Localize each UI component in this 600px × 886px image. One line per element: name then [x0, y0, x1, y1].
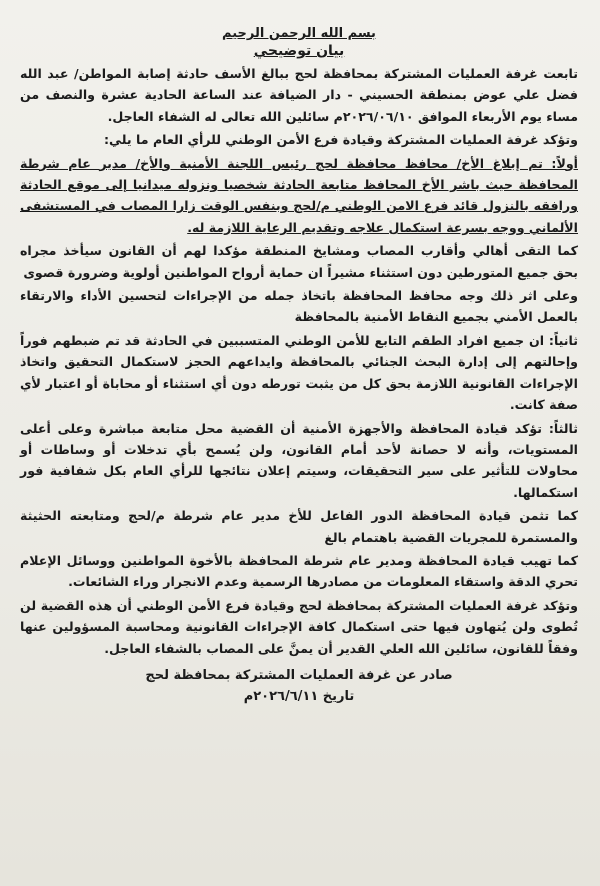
appreciation-paragraph: كما تثمن قيادة المحافظة الدور الفاعل للأخ مدير عام شرطة م/لحج ومتابعته الحثيثة والمستمرة للمجريات القضية باهتمام بالغ	[20, 508, 578, 545]
issuer-line: صادر عن غرفة العمليات المشتركة بمحافظة لحج	[145, 667, 453, 683]
appeal-paragraph: كما تهيب قيادة المحافظة ومدير عام شرطة المحافظة بالأخوة المواطنين ووسائل الإعلام تحري الدقة واستقاء المعلومات من مصادرها الرسمية وعدم الانجرار وراء الشائعات.	[20, 552, 578, 590]
statement-body	[20, 63, 578, 659]
intro-paragraph: تابعت غرفة العمليات المشتركة بمحافظة لحج ببالغ الأسف حادثة إصابة المواطن/ عبد الله فضل علي عوض بمنطقة الحسيني - دار الضيافة عند الساعة الحادية عشرة والنصف من مساء يوم الأربعاء الموافق ٢٠٢٦/٠٦/١٠م سائلين الله تعالى له الشفاء العاجل.	[20, 66, 578, 124]
statement-footer	[20, 665, 578, 707]
meeting-paragraph: كما التقى أهالي وأقارب المصاب ومشايخ المنطقة مؤكدا لهم أن القانون سيأخذ مجراه بحق جميع المتورطين دون استثناء مشيراً ان حماية أرواح المواطنين أولوية وضرورة قصوى	[20, 243, 578, 280]
point-one-paragraph: أولاً: تم إبلاغ الأخ/ محافظ محافظة لحج رئيس اللجنة الأمنية والأخ/ مدير عام شرطة المحافظة حيث باشر الأخ المحافظ متابعة الحادثة شخصيا ونزوله ميدانيا إلى موقع الحادثة ورافقه بالنزول قائد فرع الامن الوطني م/لحج وبنفس الوقت زارا المصاب في المستشفى الألماني ووجه بسرعة استكمال علاجه وتقديم الرعاية اللازمة له.	[20, 155, 578, 235]
point-three-paragraph: ثالثاً: تؤكد قيادة المحافظة والأجهزة الأمنية أن القضية محل متابعة مباشرة وعلى أعلى المستويات، وأنه لا حصانة لأحد أمام القانون، ولن يُسمح بأي تدخلات أو وساطات أو محاولات للتأثير على سير التحقيقات، وسيتم إعلان نتائجها للرأي العام بكل شفافية فور استكمالها.	[20, 420, 578, 500]
issue-date: تاريخ ٢٠٢٦/٦/١١م	[243, 688, 355, 704]
point-two-paragraph: ثانياً: ان جميع افراد الطقم التابع للأمن الوطني المتسببين في الحادثة قد تم ضبطهم فوراً وإحالتهم إلى إدارة البحث الجنائي بالمحافظة وايداعهم الحجز لاستكمال التحقيق واتخاذ الإجراءات القانونية اللازمة بحق كل من يثبت تورطه دون أي استثناء أو محاباة أو اعتبار لأي صفة كانت.	[20, 332, 578, 413]
basmala: بسم الله الرحمن الرحيم	[222, 26, 376, 41]
statement-title: بيان توضيحي	[253, 43, 345, 59]
directives-paragraph: وعلى اثر ذلك وجه محافظ المحافظة باتخاذ جمله من الإجراءات لتحسين الأداء والارتقاء بالعمل الأمني بجميع النقاط الأمنية بالمحافظة	[20, 288, 578, 325]
closing-paragraph: وتؤكد غرفة العمليات المشتركة بمحافظة لحج وقيادة فرع الأمن الوطني أن هذه القضية لن تُطوى ولن يُتهاون فيها حتى استكمال كافة الإجراءات القانونية ومحاسبة المسؤولين عنها وفقاً للقانون، سائلين الله العلي القدير أن يمنَّ على المصاب بالشفاء العاجل.	[20, 597, 578, 656]
announcement-paragraph: وتؤكد غرفة العمليات المشتركة وقيادة فرع الأمن الوطني للرأي العام ما يلي:	[104, 132, 578, 148]
